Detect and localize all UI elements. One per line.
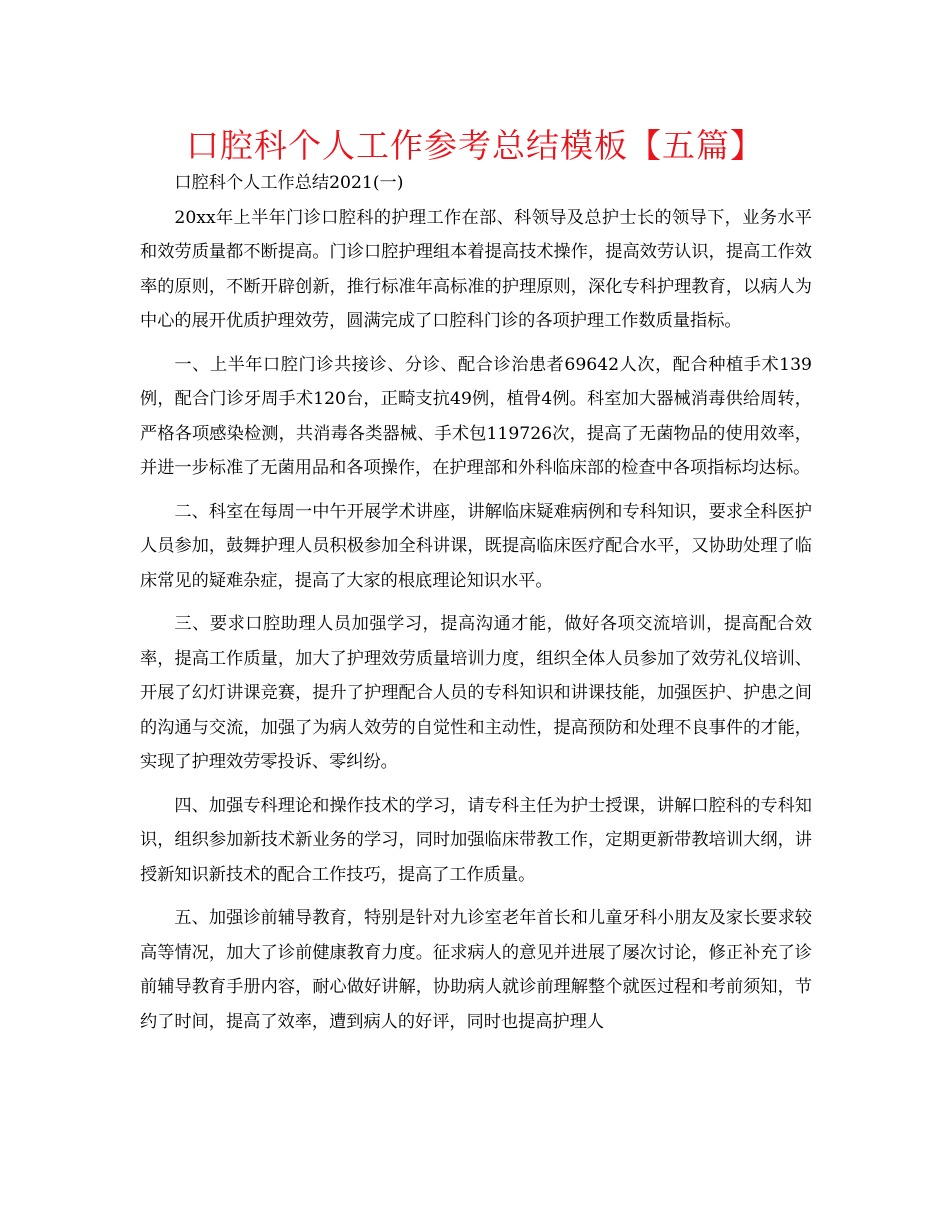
paragraph-item-3: 三、要求口腔助理人员加强学习，提高沟通才能，做好各项交流培训，提高配合效率，提高工作质量，加大了护理效劳质量培训力度，组织全体人员参加了效劳礼仪培训、开展了幻灯讲课竞赛，提升了护理配合人员的专科知识和讲课技能，加强医护、护患之间的沟通与交流，加强了为病人效劳的自觉性和主动性，提高预防和处理不良事件的才能，实现了护理效劳零投诉、零纠纷。 xyxy=(140,614,812,772)
paragraph-item-1: 一、上半年口腔门诊共接诊、分诊、配合诊治患者69642人次，配合种植手术139例，配合门诊牙周手术120台，正畸支抗49例，植骨4例。科室加大器械消毒供给周转，严格各项感染检测，共消毒各类器械、手术包119726次，提高了无菌物品的使用效率，并进一步标准了无菌用品和各项操作，在护理部和外科临床部的检查中各项指标均达标。 xyxy=(140,354,812,478)
document-title: 口腔科个人工作参考总结模板【五篇】 xyxy=(186,126,764,165)
document-subtitle: 口腔科个人工作总结2021(一) xyxy=(174,173,404,193)
paragraph-item-2: 二、科室在每周一中午开展学术讲座，讲解临床疑难病例和专科知识，要求全科医护人员参加，鼓舞护理人员积极参加全科讲课，既提高临床医疗配合水平，又协助处理了临床常见的疑难杂症，提高了大家的根底理论知识水平。 xyxy=(140,501,812,591)
paragraph-intro: 20xx年上半年门诊口腔科的护理工作在部、科领导及总护士长的领导下，业务水平和效劳质量都不断提高。门诊口腔护理组本着提高技术操作，提高效劳认识，提高工作效率的原则，不断开辟创新，推行标准年高标准的护理原则，深化专科护理教育，以病人为中心的展开优质护理效劳，圆满完成了口腔科门诊的各项护理工作数质量指标。 xyxy=(140,207,812,331)
paragraph-item-5: 五、加强诊前辅导教育，特别是针对九诊室老年首长和儿童牙科小朋友及家长要求较高等情况，加大了诊前健康教育力度。征求病人的意见并进展了屡次讨论，修正补充了诊前辅导教育手册内容，耐心做好讲解，协助病人就诊前理解整个就医过程和考前须知，节约了时间，提高了效率，遭到病人的好评，同时也提高护理人 xyxy=(140,908,812,1032)
paragraph-item-4: 四、加强专科理论和操作技术的学习，请专科主任为护士授课，讲解口腔科的专科知识，组织参加新技术新业务的学习，同时加强临床带教工作，定期更新带教培训大纲，讲授新知识新技术的配合工作技巧，提高了工作质量。 xyxy=(140,795,812,885)
document-body xyxy=(140,166,812,1039)
